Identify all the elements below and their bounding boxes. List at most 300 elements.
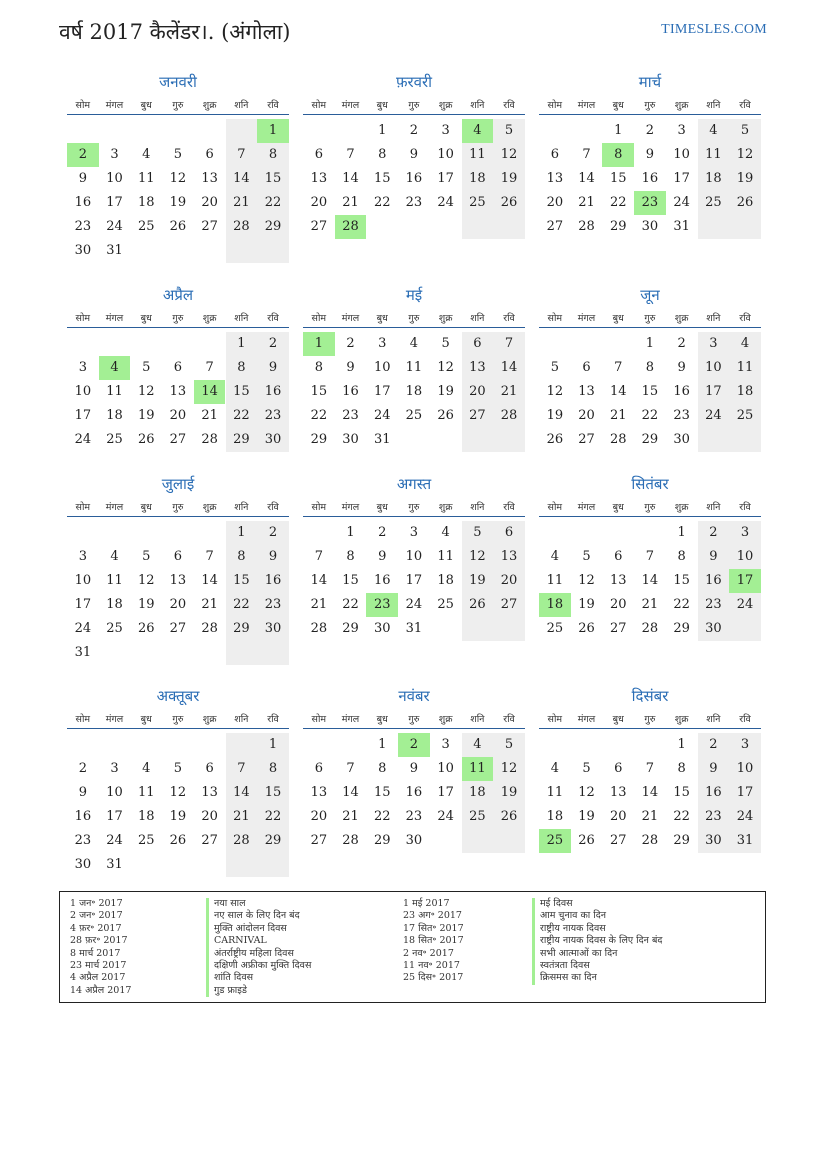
day-cell[interactable]: 18 bbox=[462, 167, 494, 191]
day-cell[interactable]: 8 bbox=[257, 143, 289, 167]
day-cell[interactable]: 15 bbox=[310, 384, 328, 399]
day-cell[interactable]: 14 bbox=[310, 573, 328, 588]
day-cell[interactable]: 15 bbox=[226, 380, 258, 404]
day-cell[interactable]: 3 bbox=[677, 123, 686, 138]
day-cell[interactable]: 25 bbox=[106, 432, 123, 447]
day-cell[interactable]: 1 bbox=[257, 119, 289, 143]
day-cell[interactable]: 20 bbox=[578, 408, 595, 423]
day-cell[interactable]: 1 bbox=[645, 336, 655, 351]
day-cell[interactable]: 2 bbox=[78, 761, 87, 776]
day-cell[interactable]: 26 bbox=[546, 432, 564, 447]
day-cell[interactable]: 3 bbox=[441, 737, 450, 752]
day-cell[interactable]: 11 bbox=[698, 143, 730, 167]
day-cell[interactable]: 8 bbox=[226, 356, 258, 380]
day-cell[interactable]: 17 bbox=[437, 785, 454, 800]
day-cell[interactable]: 9 bbox=[645, 147, 655, 162]
day-cell[interactable]: 12 bbox=[169, 785, 187, 800]
day-cell[interactable]: 5 bbox=[582, 761, 591, 776]
day-cell[interactable]: 23 bbox=[698, 805, 730, 829]
day-cell[interactable]: 6 bbox=[314, 761, 323, 776]
day-cell[interactable]: 15 bbox=[373, 785, 391, 800]
day-cell[interactable]: 11 bbox=[546, 573, 564, 588]
day-cell[interactable]: 3 bbox=[78, 549, 87, 564]
day-cell[interactable]: 22 bbox=[373, 809, 391, 824]
day-cell[interactable]: 23 bbox=[257, 593, 289, 617]
day-cell[interactable]: 17 bbox=[74, 597, 92, 612]
day-cell[interactable]: 15 bbox=[257, 167, 289, 191]
day-cell[interactable]: 16 bbox=[405, 171, 423, 186]
day-cell[interactable]: 22 bbox=[609, 195, 627, 210]
day-cell[interactable]: 8 bbox=[314, 360, 323, 375]
day-cell[interactable]: 18 bbox=[462, 781, 494, 805]
day-cell[interactable]: 4 bbox=[441, 525, 450, 540]
day-cell[interactable]: 6 bbox=[614, 549, 623, 564]
day-cell[interactable]: 6 bbox=[462, 332, 494, 356]
day-cell[interactable]: 20 bbox=[462, 380, 494, 404]
day-cell[interactable]: 16 bbox=[257, 380, 289, 404]
day-cell[interactable]: 1 bbox=[346, 525, 355, 540]
day-cell[interactable]: 26 bbox=[578, 621, 595, 636]
day-cell[interactable]: 7 bbox=[493, 332, 525, 356]
day-cell[interactable]: 18 bbox=[137, 809, 155, 824]
day-cell[interactable]: 14 bbox=[342, 785, 359, 800]
day-cell[interactable]: 17 bbox=[729, 781, 761, 805]
day-cell[interactable]: 29 bbox=[310, 432, 328, 447]
day-cell[interactable]: 6 bbox=[493, 521, 525, 545]
day-cell[interactable]: 12 bbox=[462, 545, 494, 569]
day-cell[interactable]: 29 bbox=[226, 617, 258, 641]
day-cell[interactable]: 9 bbox=[698, 545, 730, 569]
day-cell[interactable]: 27 bbox=[546, 219, 564, 234]
day-cell[interactable]: 6 bbox=[614, 761, 623, 776]
day-cell[interactable]: 7 bbox=[346, 761, 355, 776]
day-cell[interactable]: 11 bbox=[106, 384, 123, 399]
day-cell[interactable]: 16 bbox=[342, 384, 359, 399]
day-cell[interactable]: 5 bbox=[142, 360, 151, 375]
day-cell[interactable]: 31 bbox=[106, 857, 123, 872]
day-cell[interactable]: 13 bbox=[546, 171, 564, 186]
day-cell[interactable]: 28 bbox=[342, 833, 359, 848]
day-cell[interactable]: 16 bbox=[405, 785, 423, 800]
day-cell[interactable]: 12 bbox=[137, 384, 155, 399]
day-cell[interactable]: 2 bbox=[677, 336, 686, 351]
day-cell[interactable]: 26 bbox=[137, 621, 155, 636]
day-cell[interactable]: 30 bbox=[373, 621, 391, 636]
day-cell[interactable]: 5 bbox=[462, 521, 494, 545]
day-cell[interactable]: 4 bbox=[698, 119, 730, 143]
day-cell[interactable]: 10 bbox=[437, 147, 454, 162]
day-cell[interactable]: 5 bbox=[582, 549, 591, 564]
day-cell[interactable]: 9 bbox=[677, 360, 686, 375]
day-cell[interactable]: 14 bbox=[609, 384, 627, 399]
day-cell[interactable]: 12 bbox=[137, 573, 155, 588]
day-cell[interactable]: 29 bbox=[226, 428, 258, 452]
day-cell[interactable]: 24 bbox=[729, 805, 761, 829]
day-cell[interactable]: 15 bbox=[609, 171, 627, 186]
day-cell[interactable]: 26 bbox=[169, 219, 187, 234]
day-cell[interactable]: 10 bbox=[729, 545, 761, 569]
day-cell[interactable]: 13 bbox=[609, 785, 627, 800]
day-cell[interactable]: 14 bbox=[226, 781, 258, 805]
day-cell[interactable]: 27 bbox=[609, 621, 627, 636]
day-cell[interactable]: 5 bbox=[550, 360, 559, 375]
day-cell[interactable]: 7 bbox=[614, 360, 623, 375]
day-cell[interactable]: 27 bbox=[201, 219, 218, 234]
day-cell[interactable]: 3 bbox=[409, 525, 419, 540]
day-cell[interactable]: 10 bbox=[437, 761, 454, 776]
day-cell[interactable]: 23 bbox=[342, 408, 359, 423]
day-cell[interactable]: 27 bbox=[310, 833, 328, 848]
day-cell[interactable]: 8 bbox=[677, 761, 686, 776]
day-cell[interactable]: 7 bbox=[314, 549, 323, 564]
day-cell[interactable]: 30 bbox=[405, 833, 423, 848]
day-cell[interactable]: 13 bbox=[201, 785, 218, 800]
day-cell[interactable]: 2 bbox=[409, 123, 419, 138]
day-cell[interactable]: 16 bbox=[698, 781, 730, 805]
day-cell[interactable]: 14 bbox=[226, 167, 258, 191]
day-cell[interactable]: 17 bbox=[673, 171, 690, 186]
day-cell[interactable]: 29 bbox=[257, 215, 289, 239]
day-cell[interactable]: 22 bbox=[673, 597, 690, 612]
day-cell[interactable]: 22 bbox=[373, 195, 391, 210]
day-cell[interactable]: 13 bbox=[201, 171, 218, 186]
day-cell[interactable]: 2 bbox=[698, 521, 730, 545]
day-cell[interactable]: 12 bbox=[437, 360, 454, 375]
day-cell[interactable]: 30 bbox=[342, 432, 359, 447]
day-cell[interactable]: 1 bbox=[677, 525, 686, 540]
day-cell[interactable]: 21 bbox=[493, 380, 525, 404]
day-cell[interactable]: 18 bbox=[405, 384, 423, 399]
day-cell[interactable]: 25 bbox=[137, 833, 155, 848]
day-cell[interactable]: 15 bbox=[373, 171, 391, 186]
day-cell[interactable]: 28 bbox=[335, 215, 367, 239]
day-cell[interactable]: 3 bbox=[110, 761, 119, 776]
day-cell[interactable]: 15 bbox=[673, 785, 690, 800]
day-cell[interactable]: 4 bbox=[110, 549, 119, 564]
day-cell[interactable]: 14 bbox=[578, 171, 595, 186]
day-cell[interactable]: 4 bbox=[462, 733, 494, 757]
day-cell[interactable]: 21 bbox=[609, 408, 627, 423]
day-cell[interactable]: 28 bbox=[493, 404, 525, 428]
day-cell[interactable]: 18 bbox=[539, 593, 571, 617]
day-cell[interactable]: 10 bbox=[729, 757, 761, 781]
day-cell[interactable]: 4 bbox=[462, 119, 494, 143]
day-cell[interactable]: 20 bbox=[201, 809, 218, 824]
day-cell[interactable]: 18 bbox=[729, 380, 761, 404]
day-cell[interactable]: 30 bbox=[74, 857, 92, 872]
day-cell[interactable]: 9 bbox=[257, 356, 289, 380]
day-cell[interactable]: 10 bbox=[405, 549, 423, 564]
day-cell[interactable]: 30 bbox=[257, 428, 289, 452]
day-cell[interactable]: 1 bbox=[226, 332, 258, 356]
day-cell[interactable]: 25 bbox=[698, 191, 730, 215]
day-cell[interactable]: 25 bbox=[137, 219, 155, 234]
day-cell[interactable]: 18 bbox=[437, 573, 454, 588]
day-cell[interactable]: 27 bbox=[578, 432, 595, 447]
day-cell[interactable]: 23 bbox=[257, 404, 289, 428]
day-cell[interactable]: 11 bbox=[546, 785, 564, 800]
day-cell[interactable]: 26 bbox=[729, 191, 761, 215]
day-cell[interactable]: 12 bbox=[546, 384, 564, 399]
day-cell[interactable]: 28 bbox=[310, 621, 328, 636]
day-cell[interactable]: 13 bbox=[169, 573, 187, 588]
day-cell[interactable]: 19 bbox=[462, 569, 494, 593]
day-cell[interactable]: 3 bbox=[110, 147, 119, 162]
day-cell[interactable]: 1 bbox=[614, 123, 623, 138]
day-cell[interactable]: 11 bbox=[437, 549, 454, 564]
day-cell[interactable]: 31 bbox=[74, 645, 92, 660]
day-cell[interactable]: 19 bbox=[578, 597, 595, 612]
day-cell[interactable]: 11 bbox=[729, 356, 761, 380]
day-cell[interactable]: 24 bbox=[106, 833, 123, 848]
day-cell[interactable]: 25 bbox=[405, 408, 423, 423]
day-cell[interactable]: 1 bbox=[257, 733, 289, 757]
day-cell[interactable]: 7 bbox=[582, 147, 591, 162]
day-cell[interactable]: 17 bbox=[106, 809, 123, 824]
day-cell[interactable]: 29 bbox=[673, 833, 690, 848]
day-cell[interactable]: 25 bbox=[437, 597, 454, 612]
day-cell[interactable]: 18 bbox=[137, 195, 155, 210]
day-cell[interactable]: 3 bbox=[441, 123, 450, 138]
day-cell[interactable]: 20 bbox=[546, 195, 564, 210]
day-cell[interactable]: 8 bbox=[346, 549, 355, 564]
day-cell[interactable]: 22 bbox=[226, 404, 258, 428]
day-cell[interactable]: 10 bbox=[106, 785, 123, 800]
day-cell[interactable]: 5 bbox=[142, 549, 151, 564]
day-cell[interactable]: 24 bbox=[106, 219, 123, 234]
day-cell[interactable]: 1 bbox=[303, 332, 335, 356]
day-cell[interactable]: 30 bbox=[74, 243, 92, 258]
day-cell[interactable]: 19 bbox=[137, 408, 155, 423]
day-cell[interactable]: 15 bbox=[226, 569, 258, 593]
day-cell[interactable]: 27 bbox=[169, 432, 187, 447]
day-cell[interactable]: 5 bbox=[173, 147, 183, 162]
day-cell[interactable]: 7 bbox=[205, 360, 214, 375]
day-cell[interactable]: 26 bbox=[437, 408, 454, 423]
day-cell[interactable]: 31 bbox=[106, 243, 123, 258]
day-cell[interactable]: 16 bbox=[74, 195, 92, 210]
day-cell[interactable]: 30 bbox=[698, 617, 730, 641]
day-cell[interactable]: 2 bbox=[67, 143, 99, 167]
day-cell[interactable]: 27 bbox=[201, 833, 218, 848]
day-cell[interactable]: 2 bbox=[378, 525, 387, 540]
day-cell[interactable]: 19 bbox=[493, 167, 525, 191]
day-cell[interactable]: 16 bbox=[74, 809, 92, 824]
day-cell[interactable]: 19 bbox=[493, 781, 525, 805]
day-cell[interactable]: 2 bbox=[257, 332, 289, 356]
day-cell[interactable]: 14 bbox=[194, 380, 226, 404]
day-cell[interactable]: 28 bbox=[226, 215, 258, 239]
day-cell[interactable]: 23 bbox=[698, 593, 730, 617]
day-cell[interactable]: 6 bbox=[173, 360, 183, 375]
day-cell[interactable]: 17 bbox=[405, 573, 423, 588]
day-cell[interactable]: 19 bbox=[437, 384, 454, 399]
day-cell[interactable]: 27 bbox=[609, 833, 627, 848]
day-cell[interactable]: 7 bbox=[226, 757, 258, 781]
day-cell[interactable]: 3 bbox=[729, 733, 761, 757]
day-cell[interactable]: 26 bbox=[493, 191, 525, 215]
day-cell[interactable]: 12 bbox=[493, 757, 525, 781]
day-cell[interactable]: 13 bbox=[169, 384, 187, 399]
day-cell[interactable]: 22 bbox=[673, 809, 690, 824]
day-cell[interactable]: 20 bbox=[310, 195, 328, 210]
day-cell[interactable]: 5 bbox=[441, 336, 450, 351]
day-cell[interactable]: 8 bbox=[602, 143, 634, 167]
day-cell[interactable]: 28 bbox=[578, 219, 595, 234]
day-cell[interactable]: 11 bbox=[405, 360, 423, 375]
day-cell[interactable]: 15 bbox=[342, 573, 359, 588]
day-cell[interactable]: 8 bbox=[226, 545, 258, 569]
day-cell[interactable]: 7 bbox=[205, 549, 214, 564]
day-cell[interactable]: 15 bbox=[257, 781, 289, 805]
day-cell[interactable]: 24 bbox=[437, 809, 454, 824]
day-cell[interactable]: 1 bbox=[378, 123, 387, 138]
day-cell[interactable]: 29 bbox=[257, 829, 289, 853]
day-cell[interactable]: 29 bbox=[342, 621, 359, 636]
day-cell[interactable]: 4 bbox=[550, 761, 559, 776]
day-cell[interactable]: 11 bbox=[106, 573, 123, 588]
day-cell[interactable]: 27 bbox=[169, 621, 187, 636]
day-cell[interactable]: 29 bbox=[673, 621, 690, 636]
day-cell[interactable]: 12 bbox=[169, 171, 187, 186]
day-cell[interactable]: 7 bbox=[645, 549, 655, 564]
day-cell[interactable]: 21 bbox=[201, 408, 218, 423]
day-cell[interactable]: 9 bbox=[78, 785, 87, 800]
day-cell[interactable]: 2 bbox=[257, 521, 289, 545]
day-cell[interactable]: 21 bbox=[226, 191, 258, 215]
day-cell[interactable]: 10 bbox=[673, 147, 690, 162]
day-cell[interactable]: 28 bbox=[641, 621, 659, 636]
day-cell[interactable]: 14 bbox=[493, 356, 525, 380]
day-cell[interactable]: 5 bbox=[173, 761, 183, 776]
day-cell[interactable]: 13 bbox=[462, 356, 494, 380]
day-cell[interactable]: 6 bbox=[205, 147, 214, 162]
day-cell[interactable]: 4 bbox=[142, 147, 151, 162]
day-cell[interactable]: 22 bbox=[257, 191, 289, 215]
day-cell[interactable]: 11 bbox=[137, 785, 155, 800]
day-cell[interactable]: 1 bbox=[677, 737, 686, 752]
day-cell[interactable]: 23 bbox=[366, 593, 398, 617]
day-cell[interactable]: 20 bbox=[201, 195, 218, 210]
day-cell[interactable]: 4 bbox=[409, 336, 419, 351]
day-cell[interactable]: 10 bbox=[74, 384, 92, 399]
day-cell[interactable]: 23 bbox=[405, 809, 423, 824]
day-cell[interactable]: 28 bbox=[641, 833, 659, 848]
day-cell[interactable]: 17 bbox=[729, 569, 761, 593]
day-cell[interactable]: 21 bbox=[578, 195, 595, 210]
day-cell[interactable]: 30 bbox=[257, 617, 289, 641]
day-cell[interactable]: 17 bbox=[698, 380, 730, 404]
day-cell[interactable]: 19 bbox=[729, 167, 761, 191]
day-cell[interactable]: 24 bbox=[673, 195, 690, 210]
day-cell[interactable]: 17 bbox=[437, 171, 454, 186]
day-cell[interactable]: 10 bbox=[373, 360, 391, 375]
day-cell[interactable]: 13 bbox=[578, 384, 595, 399]
day-cell[interactable]: 4 bbox=[99, 356, 131, 380]
day-cell[interactable]: 3 bbox=[729, 521, 761, 545]
day-cell[interactable]: 7 bbox=[226, 143, 258, 167]
day-cell[interactable]: 16 bbox=[673, 384, 690, 399]
day-cell[interactable]: 20 bbox=[609, 809, 627, 824]
day-cell[interactable]: 21 bbox=[342, 809, 359, 824]
day-cell[interactable]: 4 bbox=[142, 761, 151, 776]
day-cell[interactable]: 8 bbox=[677, 549, 686, 564]
day-cell[interactable]: 11 bbox=[462, 143, 494, 167]
day-cell[interactable]: 21 bbox=[226, 805, 258, 829]
day-cell[interactable]: 10 bbox=[106, 171, 123, 186]
day-cell[interactable]: 23 bbox=[405, 195, 423, 210]
day-cell[interactable]: 26 bbox=[493, 805, 525, 829]
day-cell[interactable]: 18 bbox=[546, 809, 564, 824]
day-cell[interactable]: 25 bbox=[462, 805, 494, 829]
day-cell[interactable]: 9 bbox=[378, 549, 387, 564]
day-cell[interactable]: 25 bbox=[539, 829, 571, 853]
day-cell[interactable]: 17 bbox=[373, 384, 391, 399]
day-cell[interactable]: 20 bbox=[169, 597, 187, 612]
day-cell[interactable]: 29 bbox=[609, 219, 627, 234]
day-cell[interactable]: 8 bbox=[257, 757, 289, 781]
day-cell[interactable]: 24 bbox=[373, 408, 391, 423]
day-cell[interactable]: 23 bbox=[673, 408, 690, 423]
day-cell[interactable]: 29 bbox=[373, 833, 391, 848]
day-cell[interactable]: 30 bbox=[698, 829, 730, 853]
day-cell[interactable]: 24 bbox=[698, 404, 730, 428]
day-cell[interactable]: 22 bbox=[310, 408, 328, 423]
day-cell[interactable]: 16 bbox=[373, 573, 391, 588]
day-cell[interactable]: 28 bbox=[201, 621, 218, 636]
day-cell[interactable]: 25 bbox=[546, 621, 564, 636]
day-cell[interactable]: 1 bbox=[226, 521, 258, 545]
day-cell[interactable]: 27 bbox=[310, 219, 328, 234]
day-cell[interactable]: 30 bbox=[673, 432, 690, 447]
site-link[interactable]: TIMESLES.COM bbox=[661, 22, 767, 37]
day-cell[interactable]: 17 bbox=[74, 408, 92, 423]
day-cell[interactable]: 26 bbox=[578, 833, 595, 848]
day-cell[interactable]: 10 bbox=[698, 356, 730, 380]
day-cell[interactable]: 23 bbox=[634, 191, 666, 215]
day-cell[interactable]: 12 bbox=[729, 143, 761, 167]
day-cell[interactable]: 15 bbox=[673, 573, 690, 588]
day-cell[interactable]: 10 bbox=[74, 573, 92, 588]
day-cell[interactable]: 19 bbox=[546, 408, 564, 423]
day-cell[interactable]: 22 bbox=[226, 593, 258, 617]
day-cell[interactable]: 14 bbox=[641, 785, 659, 800]
day-cell[interactable]: 14 bbox=[201, 573, 218, 588]
day-cell[interactable]: 26 bbox=[462, 593, 494, 617]
day-cell[interactable]: 14 bbox=[342, 171, 359, 186]
day-cell[interactable]: 15 bbox=[641, 384, 659, 399]
day-cell[interactable]: 20 bbox=[310, 809, 328, 824]
day-cell[interactable]: 28 bbox=[609, 432, 627, 447]
day-cell[interactable]: 6 bbox=[314, 147, 323, 162]
day-cell[interactable]: 2 bbox=[698, 733, 730, 757]
day-cell[interactable]: 5 bbox=[493, 119, 525, 143]
day-cell[interactable]: 16 bbox=[641, 171, 659, 186]
day-cell[interactable]: 3 bbox=[78, 360, 87, 375]
day-cell[interactable]: 25 bbox=[462, 191, 494, 215]
day-cell[interactable]: 19 bbox=[137, 597, 155, 612]
day-cell[interactable]: 8 bbox=[378, 761, 387, 776]
day-cell[interactable]: 19 bbox=[169, 809, 187, 824]
day-cell[interactable]: 13 bbox=[609, 573, 627, 588]
day-cell[interactable]: 19 bbox=[169, 195, 187, 210]
day-cell[interactable]: 24 bbox=[437, 195, 454, 210]
day-cell[interactable]: 4 bbox=[729, 332, 761, 356]
day-cell[interactable]: 16 bbox=[698, 569, 730, 593]
day-cell[interactable]: 20 bbox=[493, 569, 525, 593]
day-cell[interactable]: 14 bbox=[641, 573, 659, 588]
day-cell[interactable]: 9 bbox=[78, 171, 87, 186]
